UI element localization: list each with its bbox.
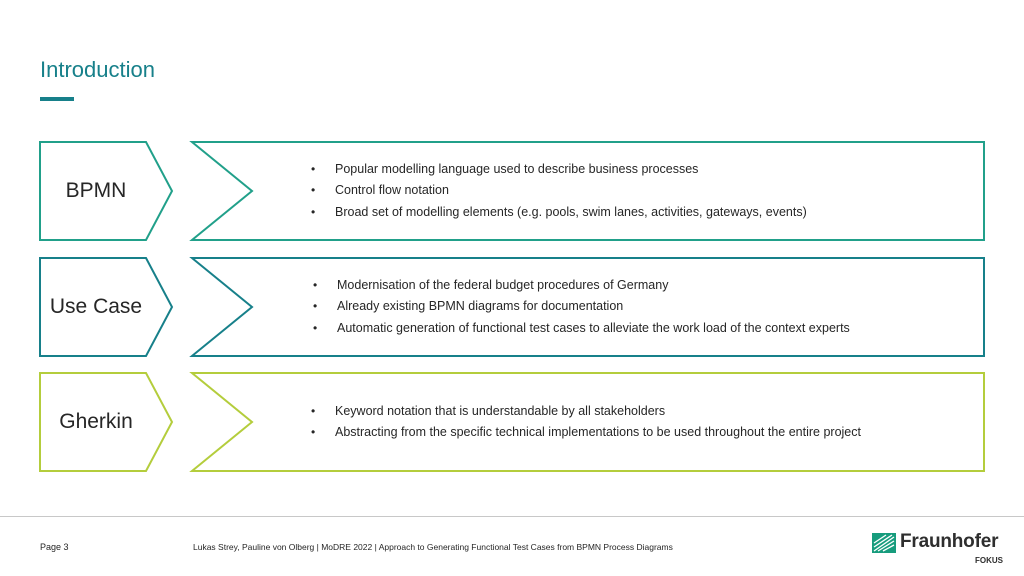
bullet-item	[313, 296, 850, 318]
bullet-dot: •	[311, 204, 316, 219]
row-label: Use Case	[49, 295, 143, 318]
bullet-text: Already existing BPMN diagrams for documentation	[337, 299, 624, 314]
row-label: BPMN	[65, 179, 127, 202]
bullet-item	[311, 422, 861, 444]
bullet-list	[311, 141, 807, 241]
bullet-dot: •	[311, 161, 316, 176]
row-bpmn	[0, 141, 1024, 241]
bullet-dot: •	[313, 320, 318, 335]
title-underline	[40, 97, 74, 101]
row-label: Gherkin	[59, 410, 133, 433]
fraunhofer-mark-icon	[872, 533, 896, 553]
logo-wordmark: Fraunhofer	[900, 531, 999, 552]
bullet-dot: •	[311, 183, 316, 198]
bullet-item	[313, 275, 850, 297]
bullet-list	[311, 372, 861, 472]
bullet-text: Abstracting from the specific technical implementations to be used throughout the entire project	[335, 425, 861, 439]
page-number: Page 3	[40, 542, 69, 552]
bullet-text: Broad set of modelling elements (e.g. pools, swim lanes, activities, gateways, events)	[335, 204, 807, 219]
bullet-item	[311, 401, 861, 423]
bullet-text: Control flow notation	[335, 183, 449, 198]
bullet-dot: •	[313, 277, 318, 292]
bullet-item	[311, 202, 807, 224]
bullet-dot: •	[311, 403, 316, 418]
bullet-text: Keyword notation that is understandable by all stakeholders	[335, 403, 666, 418]
bullet-text: Popular modelling language used to describe business processes	[335, 161, 699, 176]
fraunhofer-logo	[872, 530, 1007, 570]
bullet-list	[313, 257, 850, 357]
bullet-dot: •	[311, 425, 316, 439]
bullet-item	[311, 180, 807, 202]
row-use-case	[0, 257, 1024, 357]
footer-citation: Lukas Strey, Pauline von Olberg | MoDRE 2022 | Approach to Generating Functional Test Cases from BPMN Process Diagrams	[193, 542, 673, 552]
bullet-dot: •	[313, 299, 318, 314]
row-gherkin	[0, 372, 1024, 472]
bullet-text: Modernisation of the federal budget procedures of Germany	[337, 277, 669, 292]
logo-subtitle: FOKUS	[975, 556, 1003, 565]
page-title: Introduction	[40, 57, 155, 82]
bullet-item	[313, 318, 850, 340]
bullet-text: Automatic generation of functional test cases to alleviate the work load of the context experts	[337, 320, 850, 335]
bullet-item	[311, 159, 807, 181]
footer-divider	[0, 516, 1024, 517]
